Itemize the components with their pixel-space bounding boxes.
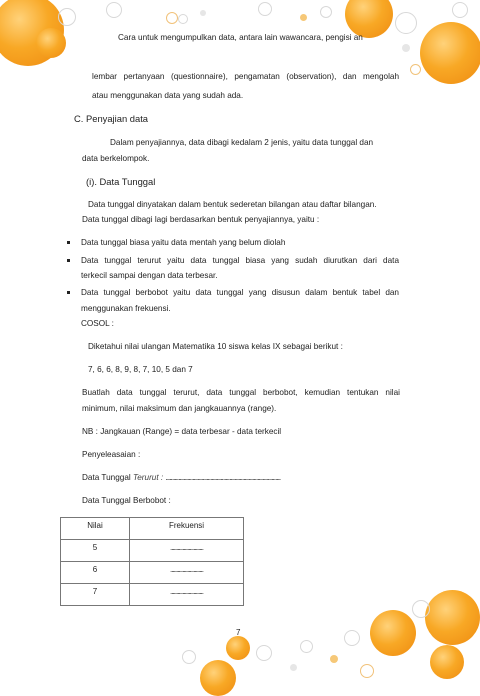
section-heading: C. Penyajian data bbox=[74, 113, 149, 124]
example-task: Buatlah data tunggal terurut, data tunggal berbobot, kemudian tentukan nilai bbox=[82, 388, 400, 397]
decorative-ring bbox=[360, 664, 374, 678]
section-paragraph-line: Dalam penyajiannya, data dibagi kedalam 2 jenis, yaitu data tunggal dan bbox=[110, 138, 374, 147]
decorative-ring bbox=[300, 640, 313, 653]
intro-line: lembar pertanyaan (questionnaire), pengamatan (observation), dan mengolah bbox=[92, 72, 399, 81]
bullet-text: Data tunggal terurut yaitu data tunggal biasa yang sudah diurutkan dari data bbox=[81, 256, 399, 265]
table-row bbox=[61, 584, 244, 606]
sorted-dots: .......................................................................................... bbox=[165, 473, 281, 482]
decorative-orange-circle-bottom-right bbox=[425, 590, 480, 645]
decorative-orange-circle-top-right bbox=[420, 22, 480, 84]
decorative-ring bbox=[166, 12, 178, 24]
bullet-marker bbox=[67, 291, 70, 294]
table-row bbox=[61, 540, 244, 562]
decorative-ring bbox=[452, 2, 468, 18]
sorted-emphasis: Terurut : bbox=[132, 473, 166, 482]
bullet-text: Data tunggal biasa yaitu data mentah yang belum diolah bbox=[81, 238, 286, 247]
bullet-text: terkecil sampai dengan data terbesar. bbox=[81, 271, 218, 280]
decorative-ring bbox=[320, 6, 332, 18]
intro-line: atau menggunakan data yang sudah ada. bbox=[92, 91, 244, 100]
frequency-table bbox=[60, 517, 244, 606]
example-label: COSOL : bbox=[81, 319, 114, 328]
decorative-ring bbox=[106, 2, 122, 18]
decorative-ring bbox=[58, 8, 76, 26]
bullet-marker bbox=[67, 241, 70, 244]
decorative-dot bbox=[290, 664, 297, 671]
decorative-dot bbox=[330, 655, 338, 663]
decorative-ring bbox=[410, 64, 421, 75]
decorative-ring bbox=[178, 14, 188, 24]
example-given: Diketahui nilai ulangan Matematika 10 siswa kelas IX sebagai berikut : bbox=[88, 342, 343, 351]
decorative-orange-circle-bottom-right bbox=[370, 610, 416, 656]
table-cell-nilai: 6 bbox=[61, 562, 130, 584]
decorative-dot bbox=[200, 10, 206, 16]
section-paragraph-line: data berkelompok. bbox=[82, 154, 150, 163]
sorted-data-line bbox=[82, 472, 280, 484]
sorted-label: Data Tunggal bbox=[82, 473, 133, 482]
solution-label: Penyeleasaian : bbox=[82, 450, 141, 459]
table-cell-nilai: 7 bbox=[61, 584, 130, 606]
decorative-orange-circle-bottom-right-small bbox=[430, 645, 464, 679]
subsection-line: Data tunggal dibagi lagi berdasarkan bentuk penyajiannya, yaitu : bbox=[82, 215, 320, 224]
decorative-dot bbox=[402, 44, 410, 52]
example-note: NB : Jangkauan (Range) = data terbesar - data terkecil bbox=[82, 427, 282, 436]
table-cell-frekuensi: ........................... bbox=[130, 540, 244, 562]
decorative-ring bbox=[344, 630, 360, 646]
example-values: 7, 6, 6, 8, 9, 8, 7, 10, 5 dan 7 bbox=[88, 365, 193, 374]
subsection-line: Data tunggal dinyatakan dalam bentuk sederetan bilangan atau daftar bilangan. bbox=[88, 200, 377, 209]
decorative-dot bbox=[300, 14, 307, 21]
decorative-orange-circle-bottom bbox=[200, 660, 236, 696]
bullet-marker bbox=[67, 259, 70, 262]
decorative-orange-circle-top-left-small bbox=[36, 28, 66, 58]
page-number: 7 bbox=[236, 628, 241, 637]
weighted-label: Data Tunggal Berbobot : bbox=[82, 496, 171, 505]
intro-line: Cara untuk mengumpulkan data, antara lain wawancara, pengisi an bbox=[118, 33, 363, 42]
table-header-cell: Frekuensi bbox=[130, 518, 244, 540]
table-cell-frekuensi: ........................... bbox=[130, 562, 244, 584]
bullet-text: Data tunggal berbobot yaitu data tunggal yang disusun dalam bentuk tabel dan bbox=[81, 288, 399, 297]
decorative-ring bbox=[412, 600, 430, 618]
decorative-ring bbox=[258, 2, 272, 16]
example-task: minimum, nilai maksimum dan jangkauannya (range). bbox=[82, 404, 277, 413]
decorative-ring bbox=[256, 645, 272, 661]
decorative-ring bbox=[395, 12, 417, 34]
subsection-heading: (i). Data Tunggal bbox=[86, 176, 156, 187]
decorative-orange-circle-bottom bbox=[226, 636, 250, 660]
table-header-row bbox=[61, 518, 244, 540]
table-header-cell: Nilai bbox=[61, 518, 130, 540]
bullet-text: menggunakan frekuensi. bbox=[81, 304, 171, 313]
decorative-ring bbox=[182, 650, 196, 664]
table-row bbox=[61, 562, 244, 584]
table-cell-frekuensi: ........................... bbox=[130, 584, 244, 606]
table-cell-nilai: 5 bbox=[61, 540, 130, 562]
